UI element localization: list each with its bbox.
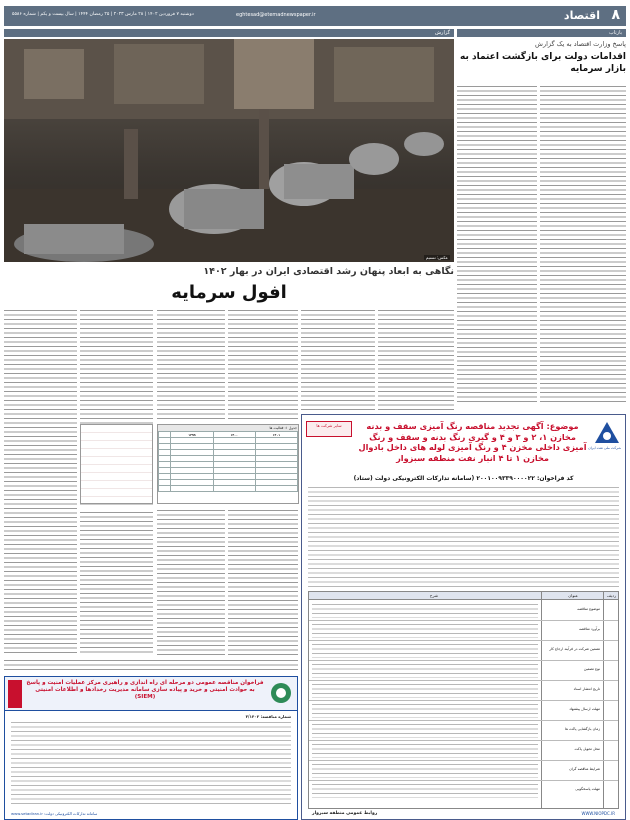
- site-email: eghtesad@etemadnewspaper.ir: [236, 12, 316, 18]
- tender-row-label: موضوع مناقصه: [577, 607, 600, 611]
- tender-row-label: تضمین شرکت در فرآیند ارجاع کار: [549, 647, 600, 651]
- table-header: ۱۴۰۰: [213, 432, 255, 438]
- secondary-table: [80, 424, 153, 504]
- tender-table: [308, 591, 619, 809]
- tender-row: [309, 661, 618, 681]
- page-number: ۸: [611, 7, 620, 23]
- issue-date: دوشنبه ۷ فروردین ۱۴۰۲ | ۲۸ مارس ۲۰۲۳ | ۲۵ رمضان ۱۴۴۴ | سال بیست و یکم | شماره ۵۵۸۶: [12, 12, 194, 17]
- left-section-label: گزارش: [434, 30, 450, 36]
- siem-side-badge: [8, 680, 22, 708]
- photo-credit: عکس: تسنیم: [425, 255, 448, 260]
- organization-logo-icon: [269, 681, 293, 705]
- tender-row: [309, 641, 618, 661]
- left-col-1-lower-text: [4, 660, 298, 672]
- left-subheadline: نگاهی به ابعاد پنهان رشد اقتصادی ایران در بهار ۱۴۰۲: [203, 266, 454, 277]
- siem-footer: سامانه تدارکات الکترونیکی دولت: www.setadiran.ir: [11, 811, 98, 816]
- siem-ad-header: [5, 677, 297, 711]
- right-section-label-bar: [457, 29, 626, 37]
- tender-row-label: تاریخ انتشار اسناد: [573, 687, 600, 691]
- tender-website: WWW.NIOPDC.IR: [581, 811, 615, 816]
- data-table: [157, 424, 299, 504]
- tender-code: کد فراخوان: ۲۰۰۱۰۰۹۳۳۹۰۰۰۰۲۲ (سامانه تدارکات الکترونیکی دولت (ستاد): [353, 475, 574, 482]
- left-section-label-bar: [4, 29, 454, 37]
- col-num-header: ردیف: [607, 593, 616, 598]
- tender-row-label: مهلت ارسال پیشنهاد: [569, 707, 600, 711]
- col-desc-header: شرح: [429, 593, 438, 598]
- table-title: جدول ۱: فعالیت ها: [158, 425, 298, 431]
- company-logo-box: [593, 421, 621, 445]
- siem-logo: [269, 681, 293, 705]
- left-col-3-text: [157, 310, 225, 420]
- tender-row: [309, 621, 618, 641]
- siem-body-text: [11, 722, 291, 806]
- siem-tender-ad: [4, 676, 298, 820]
- industrial-hall-image: [4, 39, 454, 262]
- right-headline: اقدامات دولت برای بازگشت اعتماد به بازار سرمایه: [460, 52, 626, 74]
- tender-row-label: زمان بازگشایی پاکت ها: [565, 727, 600, 731]
- table-header: ۱۳۹۹: [171, 432, 213, 438]
- tender-row-label: محل تحویل پاکت: [574, 747, 600, 751]
- left-col-1-text: [4, 310, 77, 656]
- tender-row: [309, 681, 618, 701]
- tender-footer: روابط عمومی منطقه سبزوار: [312, 811, 378, 816]
- tender-table-header: [309, 592, 618, 600]
- mid-col-text: [378, 310, 454, 410]
- oil-company-logo-icon: [593, 421, 621, 445]
- tender-row: [309, 601, 618, 621]
- left-col-4-lower-text: [228, 510, 298, 656]
- tender-ad: [301, 414, 626, 820]
- company-name: شرکت ملی نفت ایران: [588, 446, 621, 450]
- section-title: اقتصاد: [563, 9, 600, 22]
- table-grid: [158, 431, 298, 492]
- setad-stamp-text: سایر شرکت ها: [316, 423, 342, 428]
- siem-title: فراخوان مناقصه عمومی دو مرحله ای راه اندازی و راهبری مرکز عملیات امنیت و پاسخ به حوادث امنیتی و خرید و پیاده سازی سامانه مدیریت رخدادها و اطلاعات امنیتی (SIEM): [26, 680, 264, 700]
- masthead: [4, 6, 626, 26]
- setad-stamp: [306, 421, 352, 437]
- left-col-5-text: [301, 310, 375, 410]
- tender-row: [309, 701, 618, 721]
- left-headline: افول سرمایه: [171, 282, 287, 303]
- table-header: ۱۴۰۱: [255, 432, 297, 438]
- right-section-label: بازتاب: [609, 30, 622, 36]
- tender-title: موضوع: آگهی تجدید مناقصه رنگ آمیزی سقف و بدنه مخازن ۱، ۲ و ۳ و ۴ و گیری رنگ بدنه و سقف و رنگ آمیزی داخلی مخزن ۴ و رنگ آمیزی لوله های داخل بادوال مخازن ۱ تا ۴ انبار نفت منطقه سبزوار: [358, 421, 587, 463]
- col-title-header: عنوان: [568, 593, 578, 598]
- tender-rows: [309, 601, 618, 808]
- tender-intro-text: [308, 487, 619, 587]
- siem-number: شماره مناقصه: ۳/۱۴۰۲: [245, 714, 291, 719]
- tender-row: [309, 741, 618, 761]
- left-col-4-text: [228, 310, 298, 420]
- tender-row-label: برآورد مناقصه: [578, 627, 600, 631]
- left-col-2-lower-text: [80, 512, 153, 656]
- left-col-3-lower-text: [157, 510, 225, 656]
- tender-row-label: شرایط مناقصه گران: [569, 767, 600, 771]
- main-photo: [4, 39, 454, 262]
- tender-row-label: مهلت پاسخگویی: [575, 787, 600, 791]
- right-kicker: پاسخ وزارت اقتصاد به یک گزارش: [535, 40, 626, 48]
- right-col-2-text: [457, 86, 537, 404]
- tender-row: [309, 721, 618, 741]
- tender-row-label: نوع تضمین: [583, 667, 600, 671]
- right-col-1-text: [540, 86, 626, 404]
- tender-row: [309, 761, 618, 781]
- tender-row: [309, 781, 618, 801]
